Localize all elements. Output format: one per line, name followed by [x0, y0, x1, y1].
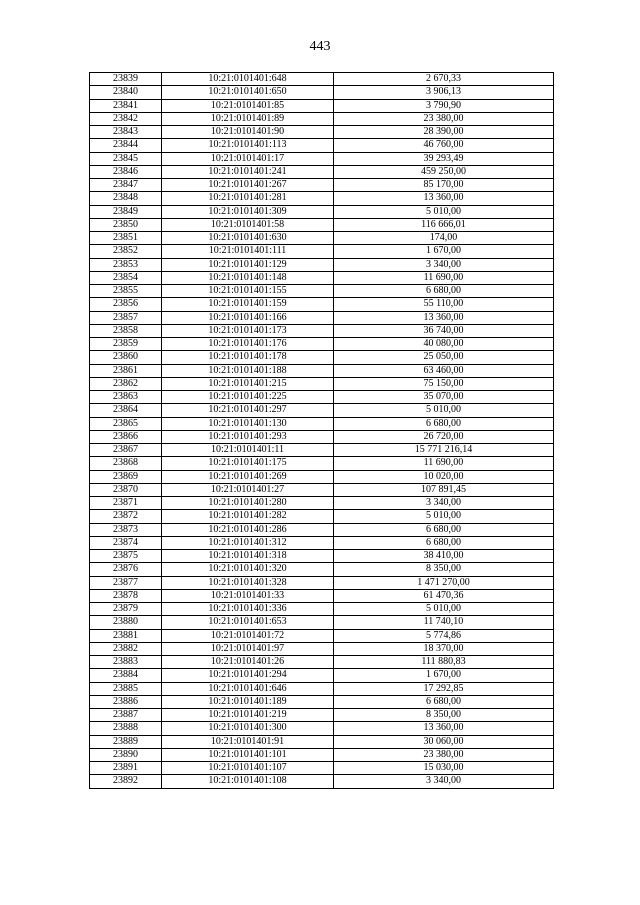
row-number-cell: 23841 [90, 99, 162, 112]
table-row [90, 709, 554, 722]
cadastral-number-cell: 10:21:0101401:130 [162, 417, 334, 430]
cadastral-number-cell: 10:21:0101401:72 [162, 629, 334, 642]
cadastral-number-cell: 10:21:0101401:111 [162, 245, 334, 258]
value-cell: 26 720,00 [334, 430, 554, 443]
cadastral-number-cell: 10:21:0101401:646 [162, 682, 334, 695]
value-cell: 36 740,00 [334, 324, 554, 337]
table-row [90, 589, 554, 602]
value-cell: 13 360,00 [334, 311, 554, 324]
cadastral-number-cell: 10:21:0101401:159 [162, 298, 334, 311]
value-cell: 75 150,00 [334, 377, 554, 390]
row-number-cell: 23886 [90, 695, 162, 708]
cadastral-number-cell: 10:21:0101401:113 [162, 139, 334, 152]
table-row [90, 73, 554, 86]
row-number-cell: 23880 [90, 616, 162, 629]
value-cell: 23 380,00 [334, 112, 554, 125]
cadastral-number-cell: 10:21:0101401:281 [162, 192, 334, 205]
value-cell: 3 340,00 [334, 258, 554, 271]
cadastral-number-cell: 10:21:0101401:26 [162, 656, 334, 669]
table-row [90, 497, 554, 510]
table-row [90, 669, 554, 682]
row-number-cell: 23847 [90, 179, 162, 192]
cadastral-number-cell: 10:21:0101401:294 [162, 669, 334, 682]
row-number-cell: 23891 [90, 762, 162, 775]
table-row [90, 285, 554, 298]
table-row [90, 762, 554, 775]
table-row [90, 218, 554, 231]
table-row [90, 417, 554, 430]
table-row [90, 576, 554, 589]
table-row [90, 364, 554, 377]
row-number-cell: 23861 [90, 364, 162, 377]
cadastral-number-cell: 10:21:0101401:225 [162, 391, 334, 404]
cadastral-number-cell: 10:21:0101401:11 [162, 444, 334, 457]
value-cell: 5 774,86 [334, 629, 554, 642]
cadastral-number-cell: 10:21:0101401:188 [162, 364, 334, 377]
value-cell: 15 771 216,14 [334, 444, 554, 457]
cadastral-number-cell: 10:21:0101401:297 [162, 404, 334, 417]
value-cell: 1 670,00 [334, 669, 554, 682]
table-row [90, 258, 554, 271]
cadastral-number-cell: 10:21:0101401:336 [162, 603, 334, 616]
value-cell: 6 680,00 [334, 285, 554, 298]
cadastral-number-cell: 10:21:0101401:219 [162, 709, 334, 722]
table-row [90, 642, 554, 655]
row-number-cell: 23881 [90, 629, 162, 642]
row-number-cell: 23868 [90, 457, 162, 470]
row-number-cell: 23885 [90, 682, 162, 695]
value-cell: 17 292,85 [334, 682, 554, 695]
value-cell: 6 680,00 [334, 536, 554, 549]
row-number-cell: 23873 [90, 523, 162, 536]
cadastral-number-cell: 10:21:0101401:175 [162, 457, 334, 470]
value-cell: 61 470,36 [334, 589, 554, 602]
row-number-cell: 23858 [90, 324, 162, 337]
value-cell: 13 360,00 [334, 722, 554, 735]
table-row [90, 99, 554, 112]
value-cell: 6 680,00 [334, 695, 554, 708]
row-number-cell: 23872 [90, 510, 162, 523]
value-cell: 8 350,00 [334, 709, 554, 722]
value-cell: 1 670,00 [334, 245, 554, 258]
row-number-cell: 23846 [90, 165, 162, 178]
cadastral-number-cell: 10:21:0101401:27 [162, 483, 334, 496]
row-number-cell: 23870 [90, 483, 162, 496]
row-number-cell: 23853 [90, 258, 162, 271]
value-cell: 107 891,45 [334, 483, 554, 496]
table-row [90, 311, 554, 324]
table-row [90, 86, 554, 99]
cadastral-number-cell: 10:21:0101401:189 [162, 695, 334, 708]
table-row [90, 523, 554, 536]
cadastral-number-cell: 10:21:0101401:320 [162, 563, 334, 576]
value-cell: 116 666,01 [334, 218, 554, 231]
row-number-cell: 23862 [90, 377, 162, 390]
table-row [90, 338, 554, 351]
value-cell: 85 170,00 [334, 179, 554, 192]
table-row [90, 126, 554, 139]
row-number-cell: 23863 [90, 391, 162, 404]
table-row [90, 139, 554, 152]
row-number-cell: 23878 [90, 589, 162, 602]
row-number-cell: 23871 [90, 497, 162, 510]
row-number-cell: 23844 [90, 139, 162, 152]
cadastral-number-cell: 10:21:0101401:215 [162, 377, 334, 390]
table-row [90, 563, 554, 576]
table-row [90, 232, 554, 245]
table-row [90, 377, 554, 390]
row-number-cell: 23877 [90, 576, 162, 589]
row-number-cell: 23851 [90, 232, 162, 245]
value-cell: 5 010,00 [334, 603, 554, 616]
row-number-cell: 23839 [90, 73, 162, 86]
row-number-cell: 23850 [90, 218, 162, 231]
cadastral-number-cell: 10:21:0101401:312 [162, 536, 334, 549]
cadastral-number-cell: 10:21:0101401:286 [162, 523, 334, 536]
row-number-cell: 23854 [90, 271, 162, 284]
page-number: 443 [309, 39, 331, 54]
value-cell: 3 340,00 [334, 775, 554, 788]
value-cell: 25 050,00 [334, 351, 554, 364]
row-number-cell: 23856 [90, 298, 162, 311]
value-cell: 39 293,49 [334, 152, 554, 165]
row-number-cell: 23842 [90, 112, 162, 125]
table-row [90, 510, 554, 523]
row-number-cell: 23855 [90, 285, 162, 298]
value-cell: 8 350,00 [334, 563, 554, 576]
value-cell: 6 680,00 [334, 417, 554, 430]
cadastral-number-cell: 10:21:0101401:178 [162, 351, 334, 364]
table-row [90, 775, 554, 788]
cadastral-number-cell: 10:21:0101401:300 [162, 722, 334, 735]
value-cell: 10 020,00 [334, 470, 554, 483]
table-row [90, 550, 554, 563]
value-cell: 5 010,00 [334, 404, 554, 417]
row-number-cell: 23883 [90, 656, 162, 669]
value-cell: 15 030,00 [334, 762, 554, 775]
cadastral-number-cell: 10:21:0101401:280 [162, 497, 334, 510]
row-number-cell: 23864 [90, 404, 162, 417]
cadastral-number-cell: 10:21:0101401:328 [162, 576, 334, 589]
cadastral-number-cell: 10:21:0101401:17 [162, 152, 334, 165]
value-cell: 40 080,00 [334, 338, 554, 351]
cadastral-number-cell: 10:21:0101401:653 [162, 616, 334, 629]
value-cell: 5 010,00 [334, 510, 554, 523]
value-cell: 46 760,00 [334, 139, 554, 152]
cadastral-number-cell: 10:21:0101401:101 [162, 748, 334, 761]
table-row [90, 205, 554, 218]
row-number-cell: 23845 [90, 152, 162, 165]
cadastral-number-cell: 10:21:0101401:309 [162, 205, 334, 218]
table-row [90, 179, 554, 192]
value-cell: 23 380,00 [334, 748, 554, 761]
row-number-cell: 23865 [90, 417, 162, 430]
value-cell: 11 690,00 [334, 271, 554, 284]
row-number-cell: 23892 [90, 775, 162, 788]
row-number-cell: 23889 [90, 735, 162, 748]
value-cell: 6 680,00 [334, 523, 554, 536]
cadastral-number-cell: 10:21:0101401:89 [162, 112, 334, 125]
value-cell: 459 250,00 [334, 165, 554, 178]
table-row [90, 298, 554, 311]
row-number-cell: 23869 [90, 470, 162, 483]
value-cell: 38 410,00 [334, 550, 554, 563]
table-row [90, 536, 554, 549]
cadastral-number-cell: 10:21:0101401:241 [162, 165, 334, 178]
table-row [90, 404, 554, 417]
cadastral-number-cell: 10:21:0101401:90 [162, 126, 334, 139]
value-cell: 174,00 [334, 232, 554, 245]
row-number-cell: 23866 [90, 430, 162, 443]
cadastral-number-cell: 10:21:0101401:269 [162, 470, 334, 483]
table-row [90, 748, 554, 761]
table-row [90, 271, 554, 284]
value-cell: 55 110,00 [334, 298, 554, 311]
table-row [90, 682, 554, 695]
table-row [90, 735, 554, 748]
table-row [90, 351, 554, 364]
value-cell: 30 060,00 [334, 735, 554, 748]
row-number-cell: 23887 [90, 709, 162, 722]
cadastral-number-cell: 10:21:0101401:85 [162, 99, 334, 112]
table-body [90, 73, 554, 789]
table-row [90, 656, 554, 669]
table-row [90, 165, 554, 178]
table-row [90, 616, 554, 629]
value-cell: 18 370,00 [334, 642, 554, 655]
table-row [90, 483, 554, 496]
row-number-cell: 23879 [90, 603, 162, 616]
table-row [90, 603, 554, 616]
row-number-cell: 23860 [90, 351, 162, 364]
row-number-cell: 23857 [90, 311, 162, 324]
cadastral-number-cell: 10:21:0101401:155 [162, 285, 334, 298]
cadastral-number-cell: 10:21:0101401:173 [162, 324, 334, 337]
cadastral-number-cell: 10:21:0101401:97 [162, 642, 334, 655]
table-row [90, 695, 554, 708]
value-cell: 63 460,00 [334, 364, 554, 377]
cadastral-number-cell: 10:21:0101401:630 [162, 232, 334, 245]
cadastral-number-cell: 10:21:0101401:108 [162, 775, 334, 788]
table-row [90, 629, 554, 642]
cadastral-number-cell: 10:21:0101401:176 [162, 338, 334, 351]
row-number-cell: 23840 [90, 86, 162, 99]
value-cell: 2 670,33 [334, 73, 554, 86]
value-cell: 11 740,10 [334, 616, 554, 629]
cadastral-number-cell: 10:21:0101401:267 [162, 179, 334, 192]
table-row [90, 470, 554, 483]
row-number-cell: 23890 [90, 748, 162, 761]
table-row [90, 722, 554, 735]
row-number-cell: 23852 [90, 245, 162, 258]
cadastral-number-cell: 10:21:0101401:58 [162, 218, 334, 231]
value-cell: 3 790,90 [334, 99, 554, 112]
row-number-cell: 23843 [90, 126, 162, 139]
data-table [89, 72, 554, 789]
table-row [90, 324, 554, 337]
cadastral-number-cell: 10:21:0101401:648 [162, 73, 334, 86]
value-cell: 3 906,13 [334, 86, 554, 99]
table-row [90, 444, 554, 457]
row-number-cell: 23849 [90, 205, 162, 218]
table-row [90, 192, 554, 205]
row-number-cell: 23888 [90, 722, 162, 735]
cadastral-number-cell: 10:21:0101401:318 [162, 550, 334, 563]
row-number-cell: 23859 [90, 338, 162, 351]
value-cell: 5 010,00 [334, 205, 554, 218]
cadastral-number-cell: 10:21:0101401:148 [162, 271, 334, 284]
table-row [90, 245, 554, 258]
row-number-cell: 23882 [90, 642, 162, 655]
table-row [90, 457, 554, 470]
row-number-cell: 23867 [90, 444, 162, 457]
value-cell: 35 070,00 [334, 391, 554, 404]
row-number-cell: 23884 [90, 669, 162, 682]
value-cell: 13 360,00 [334, 192, 554, 205]
table-row [90, 112, 554, 125]
value-cell: 111 880,83 [334, 656, 554, 669]
cadastral-number-cell: 10:21:0101401:107 [162, 762, 334, 775]
cadastral-number-cell: 10:21:0101401:33 [162, 589, 334, 602]
cadastral-number-cell: 10:21:0101401:293 [162, 430, 334, 443]
row-number-cell: 23874 [90, 536, 162, 549]
table-row [90, 152, 554, 165]
row-number-cell: 23876 [90, 563, 162, 576]
table-row [90, 391, 554, 404]
value-cell: 1 471 270,00 [334, 576, 554, 589]
value-cell: 3 340,00 [334, 497, 554, 510]
cadastral-number-cell: 10:21:0101401:282 [162, 510, 334, 523]
cadastral-number-cell: 10:21:0101401:91 [162, 735, 334, 748]
table-row [90, 430, 554, 443]
value-cell: 11 690,00 [334, 457, 554, 470]
row-number-cell: 23875 [90, 550, 162, 563]
value-cell: 28 390,00 [334, 126, 554, 139]
cadastral-number-cell: 10:21:0101401:129 [162, 258, 334, 271]
cadastral-number-cell: 10:21:0101401:166 [162, 311, 334, 324]
row-number-cell: 23848 [90, 192, 162, 205]
cadastral-number-cell: 10:21:0101401:650 [162, 86, 334, 99]
